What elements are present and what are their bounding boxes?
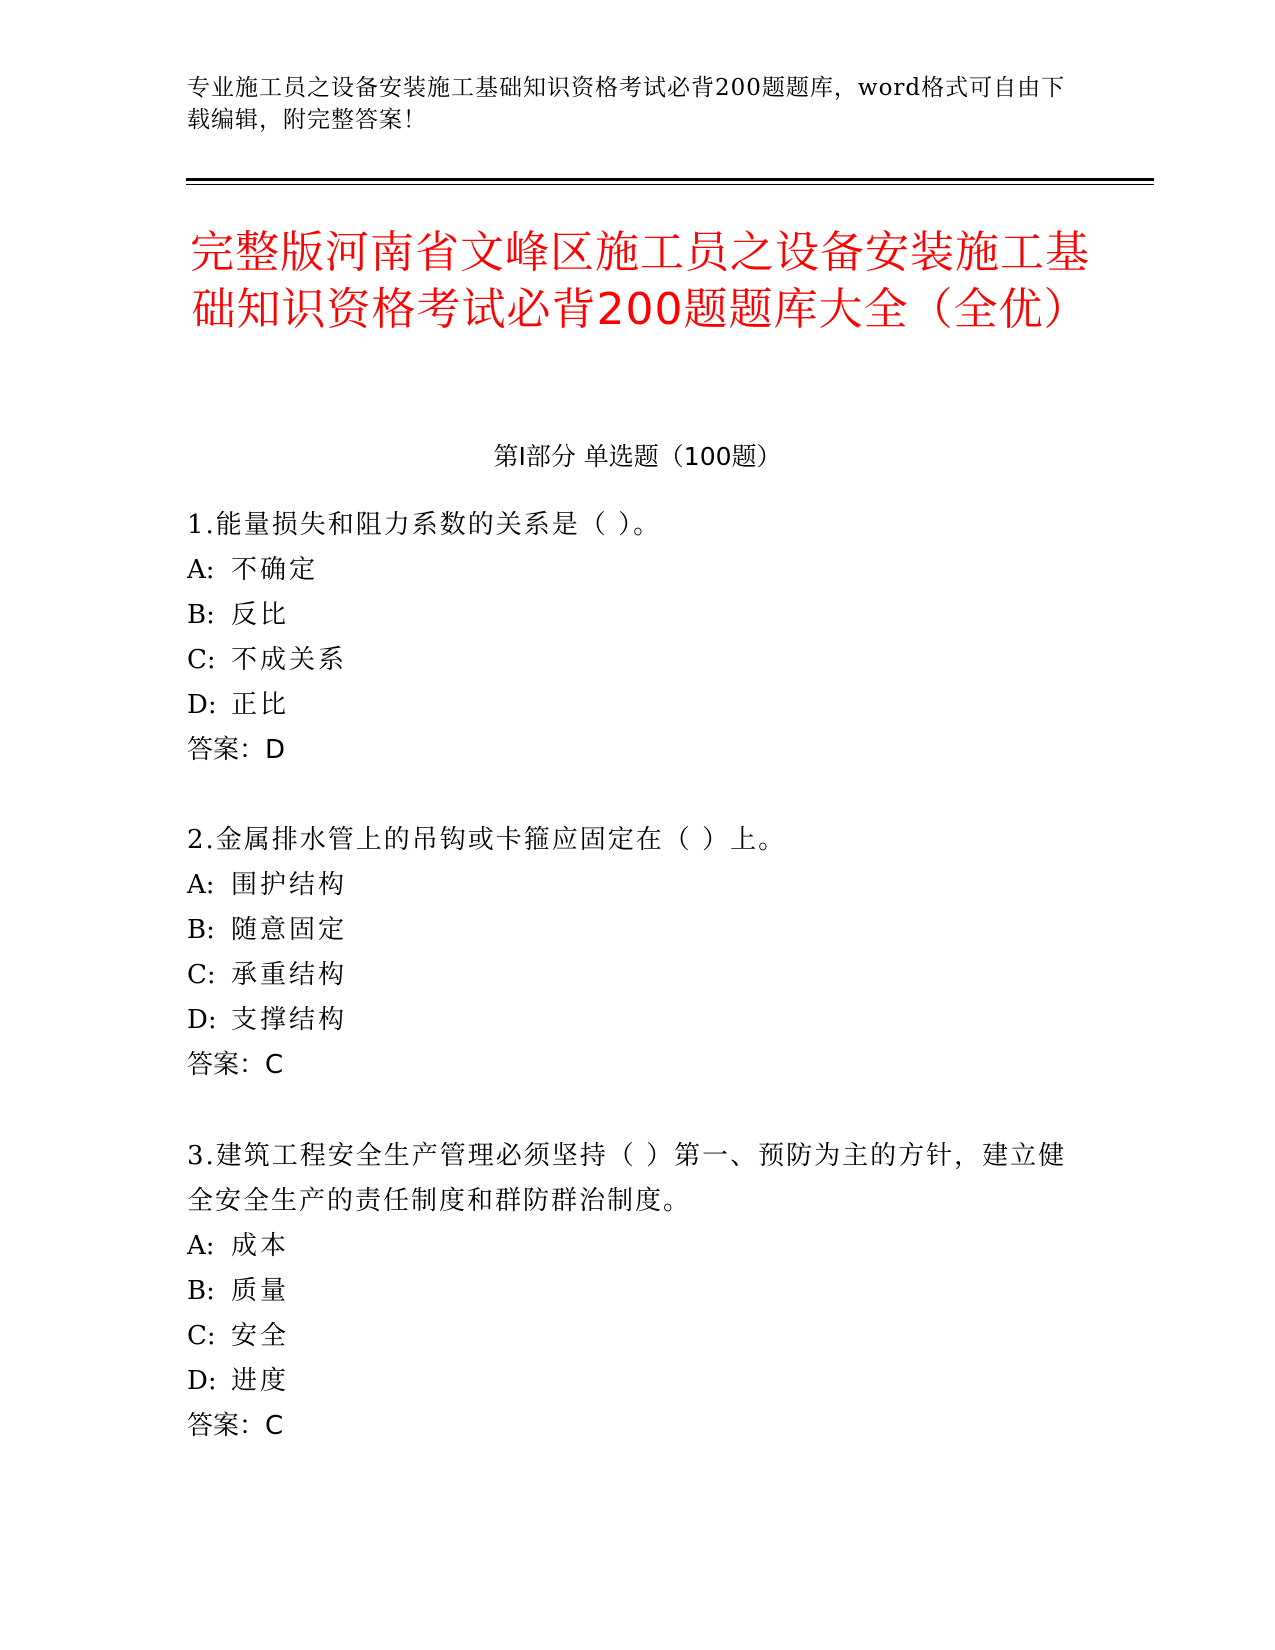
- option-text: 围护结构: [231, 870, 348, 900]
- option-key: B:: [187, 1276, 215, 1306]
- option-key: C:: [187, 960, 216, 990]
- option-text: 不成关系: [231, 645, 348, 675]
- question-1: [187, 503, 1087, 773]
- option-a: [187, 1224, 1087, 1269]
- header-note: 专业施工员之设备安装施工基础知识资格考试必背200题题库，word格式可自由下载编辑，附完整答案！: [187, 75, 1066, 133]
- option-b: [187, 593, 1087, 638]
- option-a: [187, 548, 1087, 593]
- option-a: [187, 863, 1087, 908]
- option-text: 正比: [231, 690, 290, 720]
- question-stem: 1.能量损失和阻力系数的关系是（ ）。: [187, 510, 662, 540]
- question-3: [187, 1134, 1087, 1449]
- question-stem: 2.金属排水管上的吊钩或卡箍应固定在（ ）上。: [187, 825, 787, 855]
- question-2: [187, 818, 1087, 1088]
- option-key: D:: [187, 690, 217, 720]
- option-text: 不确定: [231, 555, 319, 585]
- section-title: 第Ⅰ部分 单选题（100题）: [493, 442, 782, 471]
- option-key: C:: [187, 1321, 216, 1351]
- answer-line: 答案：C: [187, 1050, 284, 1080]
- option-key: B:: [187, 915, 215, 945]
- option-b: [187, 1269, 1087, 1314]
- option-key: D:: [187, 1366, 217, 1396]
- option-text: 随意固定: [231, 915, 348, 945]
- option-key: C:: [187, 645, 216, 675]
- option-key: B:: [187, 600, 215, 630]
- option-b: [187, 908, 1087, 953]
- option-c: [187, 1314, 1087, 1359]
- header-rule-thin: [186, 184, 1154, 185]
- option-text: 安全: [231, 1321, 290, 1351]
- option-c: [187, 638, 1087, 683]
- option-key: A:: [187, 555, 215, 585]
- option-text: 成本: [231, 1231, 290, 1261]
- option-text: 质量: [231, 1276, 290, 1306]
- answer-line: 答案：C: [187, 1411, 284, 1441]
- option-key: A:: [187, 1231, 215, 1261]
- document-title: 完整版河南省文峰区施工员之设备安装施工基础知识资格考试必背200题题库大全（全优）: [190, 227, 1090, 335]
- option-d: [187, 998, 1087, 1043]
- option-d: [187, 1359, 1087, 1404]
- question-stem: 3.建筑工程安全生产管理必须坚持（ ）第一、预防为主的方针，建立健全安全生产的责任制度和群防群治制度。: [187, 1141, 1067, 1216]
- option-text: 反比: [231, 600, 290, 630]
- option-text: 进度: [231, 1366, 290, 1396]
- option-key: A:: [187, 870, 215, 900]
- header-rule-thick: [186, 178, 1154, 181]
- option-text: 承重结构: [231, 960, 348, 990]
- option-text: 支撑结构: [231, 1005, 348, 1035]
- option-key: D:: [187, 1005, 217, 1035]
- option-c: [187, 953, 1087, 998]
- answer-line: 答案：D: [187, 735, 286, 765]
- option-d: [187, 683, 1087, 728]
